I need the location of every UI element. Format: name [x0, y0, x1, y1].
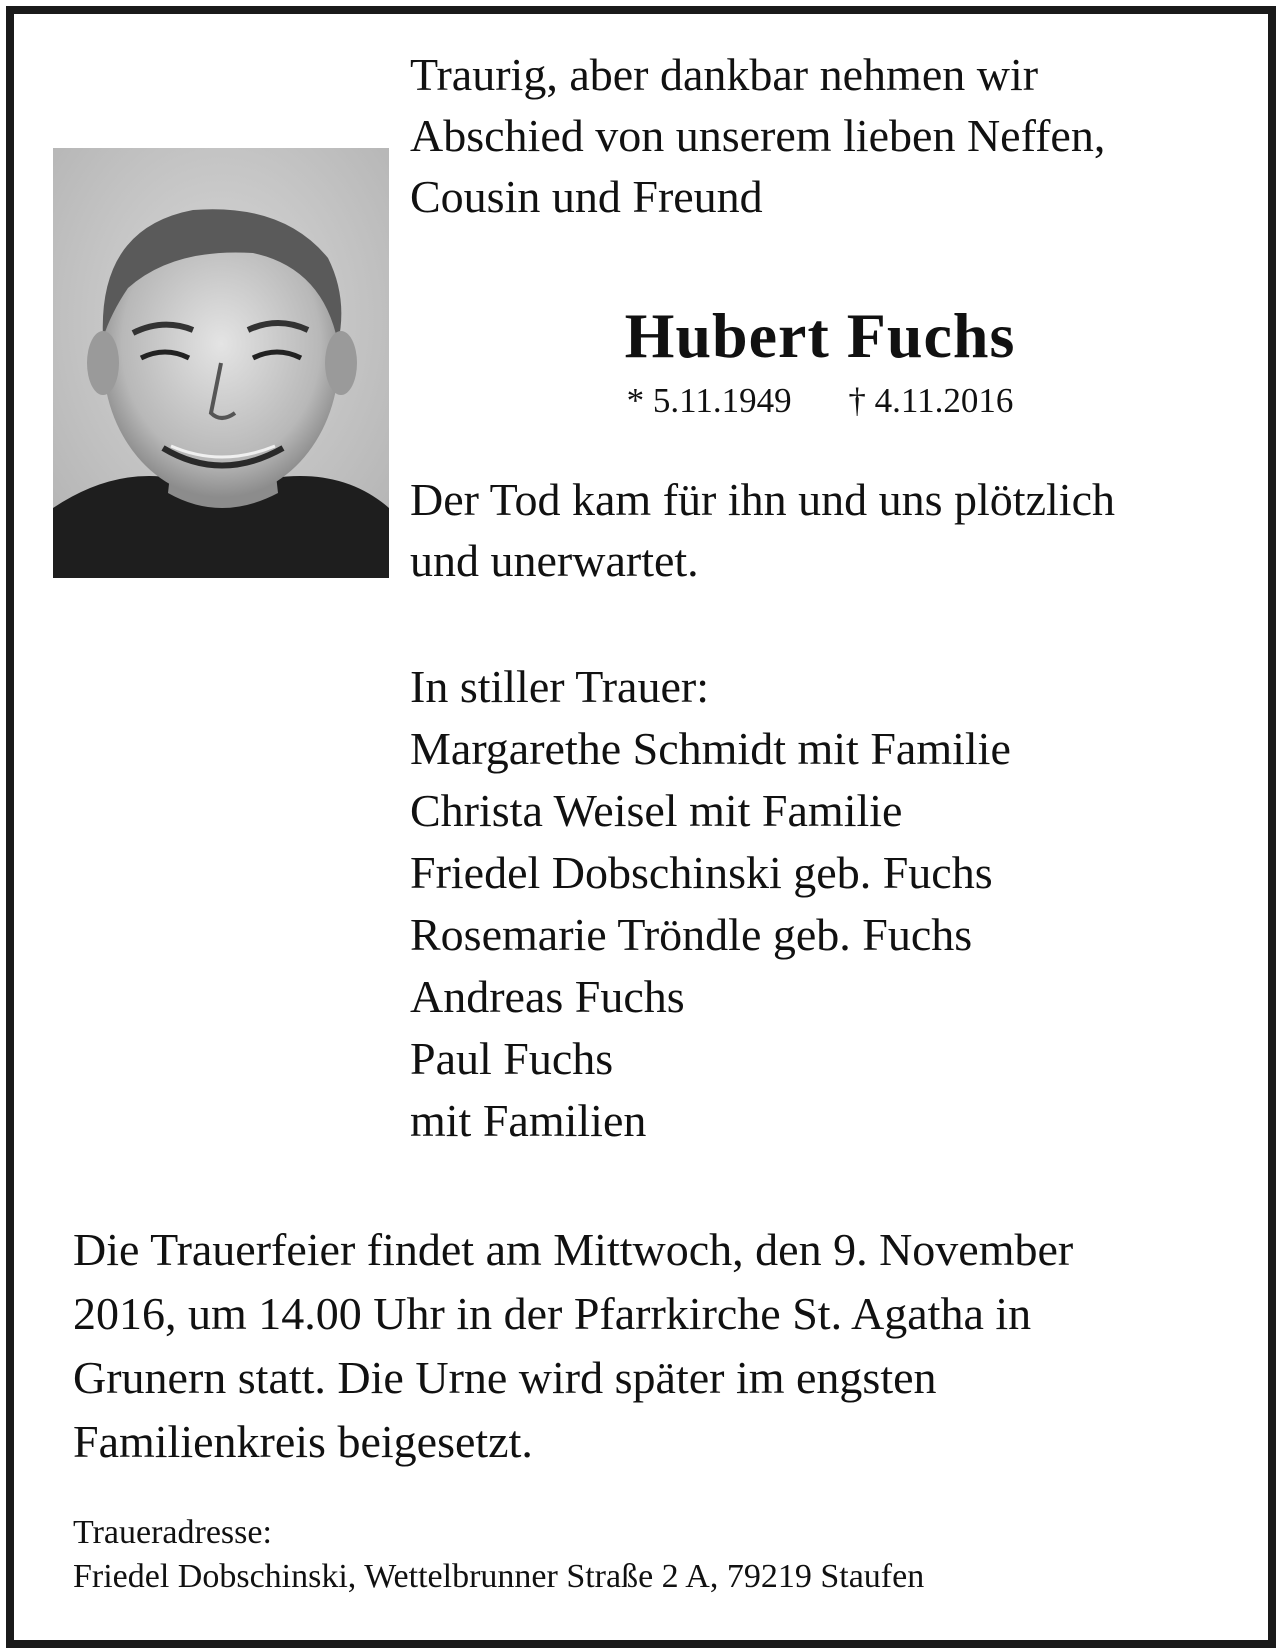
obituary-frame: [6, 6, 1276, 1648]
mourners-list: [410, 656, 1011, 1152]
deceased-name: Hubert Fuchs: [624, 300, 1016, 371]
funeral-line: Grunern statt. Die Urne wird später im engsten: [73, 1352, 937, 1403]
mourner-item: mit Familien: [410, 1095, 647, 1146]
intro-line: Abschied von unserem lieben Neffen,: [410, 110, 1106, 161]
birth-date: * 5.11.1949: [626, 381, 792, 420]
intro-line: Cousin und Freund: [410, 171, 763, 222]
intro-line: Traurig, aber dankbar nehmen wir: [410, 49, 1039, 100]
death-notice-text: [410, 469, 1115, 591]
mourner-item: Andreas Fuchs: [410, 971, 685, 1022]
mourner-item: Paul Fuchs: [410, 1033, 614, 1084]
funeral-line: 2016, um 14.00 Uhr in der Pfarrkirche St. Agatha in: [73, 1288, 1032, 1339]
intro-text: [410, 44, 1105, 227]
mourner-item: Rosemarie Tröndle geb. Fuchs: [410, 909, 973, 960]
funeral-line: Die Trauerfeier findet am Mittwoch, den 9. November: [73, 1224, 1074, 1275]
mourner-item: Margarethe Schmidt mit Familie: [410, 723, 1011, 774]
mourner-item: Christa Weisel mit Familie: [410, 785, 903, 836]
life-dates: [410, 381, 1230, 421]
tod-line: und unerwartet.: [410, 535, 699, 586]
funeral-info: [73, 1218, 1073, 1474]
mourners-heading: In stiller Trauer:: [410, 661, 709, 712]
mourning-address: Friedel Dobschinski, Wettelbrunner Straße 2 A, 79219 Staufen: [73, 1558, 925, 1595]
tod-line: Der Tod kam für ihn und uns plötzlich: [410, 474, 1115, 525]
deceased-name-block: [14, 299, 1268, 373]
address-label: Traueradresse:: [73, 1514, 272, 1551]
mourner-item: Friedel Dobschinski geb. Fuchs: [410, 847, 993, 898]
death-date: † 4.11.2016: [848, 381, 1014, 420]
funeral-line: Familienkreis beigesetzt.: [73, 1416, 533, 1467]
